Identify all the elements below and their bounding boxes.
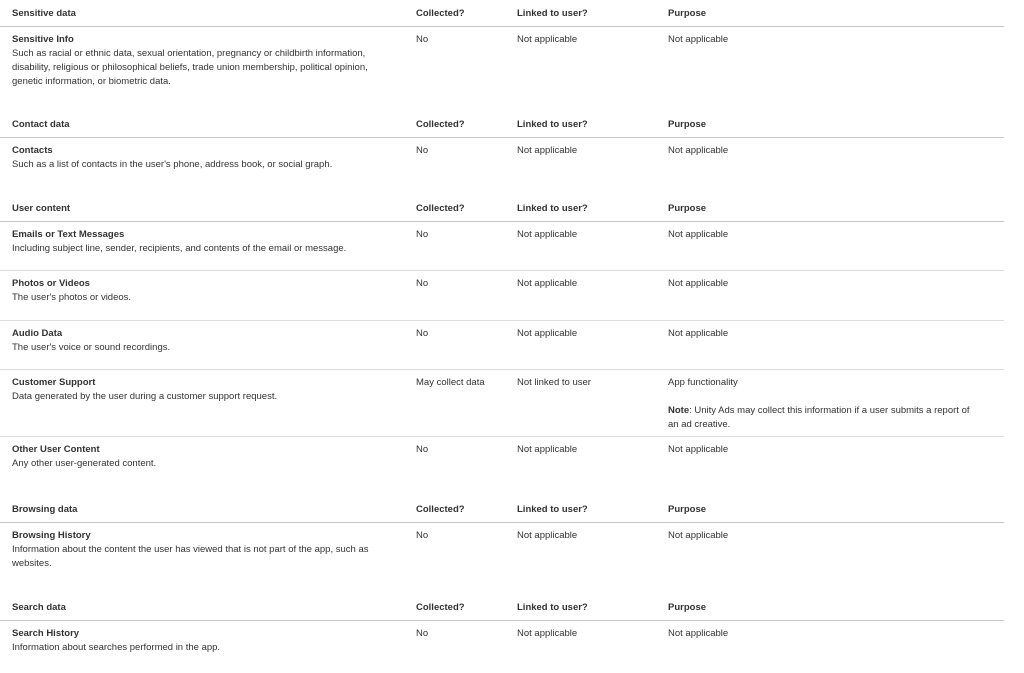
table-header-row [0,499,1004,523]
data-type-description: Data generated by the user during a customer support request. [12,391,278,402]
data-type-title: Other User Content [12,444,100,455]
data-type-description: Any other user-generated content. [12,458,157,469]
section-title: Contact data [12,119,70,130]
data-type-description: Such as a list of contacts in the user's phone, address book, or social graph. [12,159,333,170]
table-header-row [0,198,1004,222]
collected-value: No [416,530,429,541]
data-type-title: Contacts [12,145,53,156]
section-title: User content [12,203,71,214]
purpose-header: Purpose [668,602,707,613]
section-title: Browsing data [12,504,78,515]
data-type-cell [12,529,416,597]
linked-value: Not applicable [517,628,578,639]
data-type-title: Browsing History [12,530,91,541]
linked-header: Linked to user? [517,203,588,214]
data-type-cell [12,627,416,671]
collected-value: No [416,229,429,240]
linked-value: Not applicable [517,444,578,455]
section-contact-data [0,114,1024,198]
data-type-description: Information about searches performed in the app. [12,642,221,653]
data-type-description: The user's voice or sound recordings. [12,342,171,353]
table-row [0,222,1004,271]
linked-header: Linked to user? [517,504,588,515]
data-type-description: Including subject line, sender, recipients, and contents of the email or message. [12,243,347,254]
purpose-value: Not applicable [668,145,729,156]
collected-value: No [416,444,429,455]
table-header-row [0,114,1004,138]
table-row [0,370,1004,437]
collected-value: May collect data [416,377,485,388]
data-type-cell [12,327,416,369]
linked-header: Linked to user? [517,602,588,613]
collected-value: No [416,328,429,339]
table-row [0,138,1004,198]
data-type-title: Emails or Text Messages [12,229,125,240]
data-type-description: Such as racial or ethnic data, sexual orientation, pregnancy or childbirth information, disability, religious or philosophical beliefs, trade union membership, political opinion, genetic information, or biometric data. [12,48,368,87]
purpose-value: Not applicable [668,628,729,639]
purpose-value: Not applicable [668,530,729,541]
table-row [0,271,1004,321]
section-search-data [0,597,1024,671]
section-browsing-data [0,499,1024,597]
purpose-value: App functionality [668,377,738,388]
data-type-title: Sensitive Info [12,34,74,45]
data-type-cell [12,376,416,436]
section-title: Sensitive data [12,8,76,19]
data-type-title: Search History [12,628,80,639]
purpose-cell [668,376,1004,436]
data-type-cell [12,144,416,198]
data-type-description: The user's photos or videos. [12,292,132,303]
data-type-title: Audio Data [12,328,63,339]
collected-value: No [416,145,429,156]
collected-header: Collected? [416,602,465,613]
purpose-value: Not applicable [668,229,729,240]
table-header-row [0,0,1004,27]
linked-value: Not applicable [517,229,578,240]
linked-value: Not applicable [517,278,578,289]
purpose-value: Not applicable [668,278,729,289]
linked-value: Not applicable [517,530,578,541]
collected-header: Collected? [416,8,465,19]
purpose-header: Purpose [668,119,707,130]
section-sensitive-data [0,0,1024,114]
table-row [0,437,1004,499]
collected-value: No [416,628,429,639]
note-label: Note [668,405,690,416]
purpose-value: Not applicable [668,444,729,455]
linked-value: Not applicable [517,328,578,339]
collected-header: Collected? [416,119,465,130]
data-type-title: Photos or Videos [12,278,90,289]
purpose-value: Not applicable [668,34,729,45]
data-type-title: Customer Support [12,377,96,388]
table-header-row [0,597,1004,621]
collected-value: No [416,278,429,289]
purpose-header: Purpose [668,504,707,515]
linked-header: Linked to user? [517,8,588,19]
table-row [0,621,1004,671]
purpose-header: Purpose [668,8,707,19]
data-type-cell [12,277,416,320]
collected-header: Collected? [416,504,465,515]
section-user-content [0,198,1024,499]
data-type-cell [12,443,416,499]
data-type-description: Information about the content the user has viewed that is not part of the app, such as websites. [12,544,369,569]
table-row [0,321,1004,370]
data-type-cell [12,33,416,114]
purpose-note [668,404,980,432]
section-title: Search data [12,602,66,613]
linked-value: Not applicable [517,34,578,45]
purpose-header: Purpose [668,203,707,214]
linked-value: Not linked to user [517,377,591,388]
linked-header: Linked to user? [517,119,588,130]
collected-header: Collected? [416,203,465,214]
purpose-value: Not applicable [668,328,729,339]
table-row [0,523,1004,597]
data-type-cell [12,228,416,270]
collected-value: No [416,34,429,45]
linked-value: Not applicable [517,145,578,156]
table-row [0,27,1004,114]
note-text: : Unity Ads may collect this information if a user submits a report of an ad creative. [668,405,970,430]
